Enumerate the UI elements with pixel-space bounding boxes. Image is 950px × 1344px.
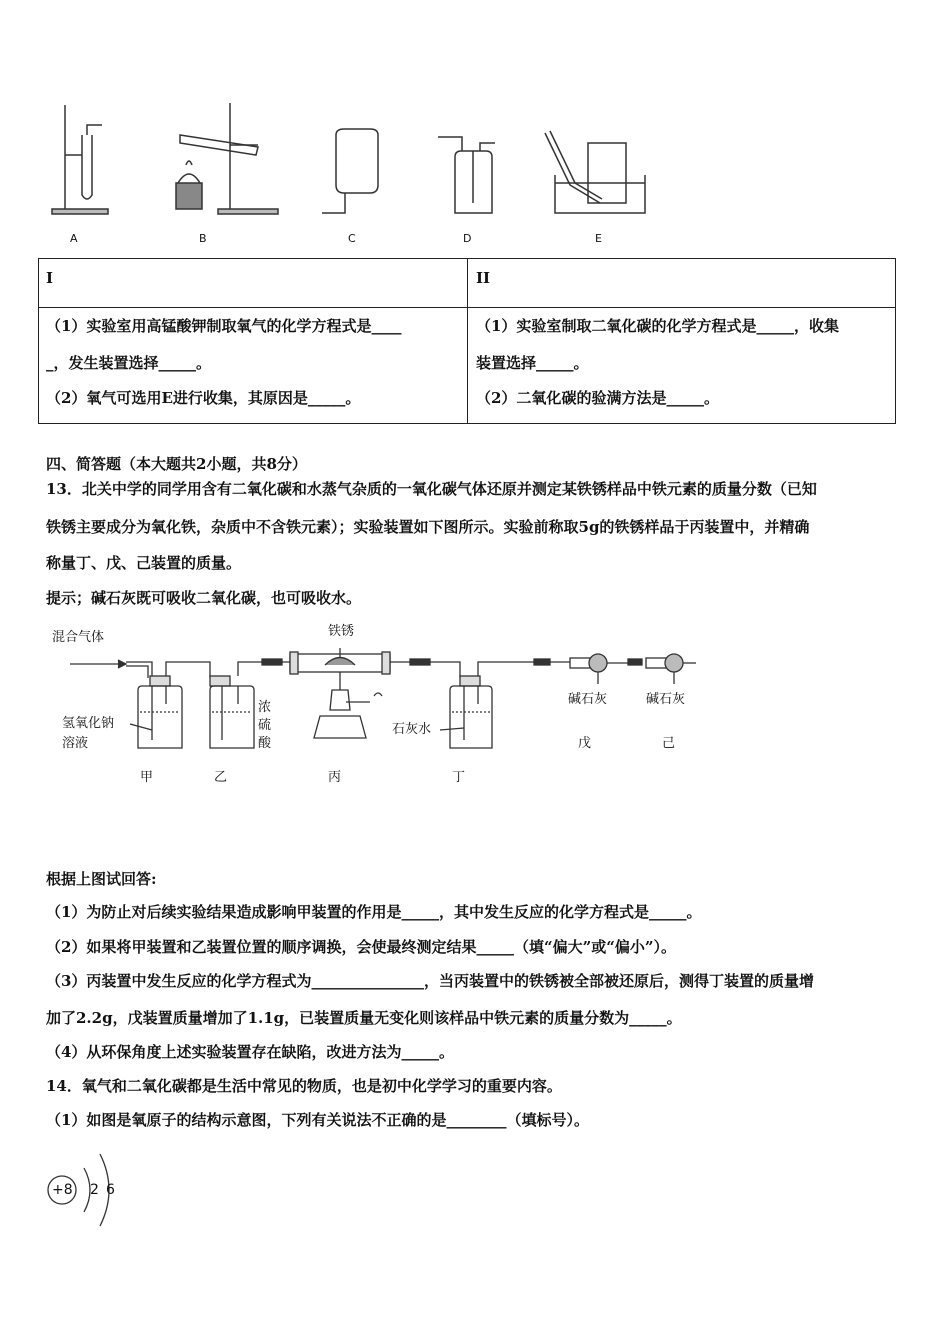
- table-header-i: I: [46, 269, 54, 287]
- answers-intro: 根据上图试回答:: [46, 870, 157, 888]
- q13-line2: 铁锈主要成分为氧化铁，杂质中不含铁元素）；实验装置如下图所示。实验前称取5g的铁锈样品于丙装置中，并精确: [46, 518, 810, 536]
- apparatus-label-e: E: [595, 232, 602, 245]
- atom-nucleus: +8: [52, 1182, 73, 1198]
- table-col1-q1-line1: （1）实验室用高锰酸钾制取氧气的化学方程式是____: [46, 317, 402, 335]
- label-h2so4-2: 硫: [258, 718, 272, 733]
- table-col2-q1-line2: 装置选择_____。: [476, 354, 589, 372]
- q14-sub1: （1）如图是氧原子的结构示意图，下列有关说法不正确的是________（填标号）。: [46, 1111, 589, 1129]
- table-header-ii: II: [476, 269, 491, 287]
- apparatus-figure: [40, 95, 660, 225]
- answer-2: （2）如果将甲装置和乙装置位置的顺序调换，会使最终测定结果_____（填“偏大”或“偏小”）。: [46, 938, 676, 956]
- label-bing: 丙: [328, 770, 342, 785]
- label-yi: 乙: [214, 770, 228, 785]
- label-iron-rust: 铁锈: [328, 624, 355, 639]
- label-h2so4-1: 浓: [258, 700, 272, 715]
- label-limewater: 石灰水: [392, 722, 432, 737]
- table-col1-q1-line2: _，发生装置选择_____。: [46, 354, 212, 372]
- label-jia: 甲: [140, 770, 154, 785]
- table-col1-q2: （2）氧气可选用E进行收集，其原因是_____。: [46, 389, 361, 407]
- label-wu: 戊: [578, 736, 592, 751]
- apparatus-label-b: B: [199, 232, 207, 245]
- label-mixed-gas: 混合气体: [52, 630, 105, 645]
- q14-stem: 14．氧气和二氧化碳都是生活中常见的物质，也是初中化学学习的重要内容。: [46, 1077, 562, 1095]
- q13-line1: 13．北关中学的同学用含有二氧化碳和水蒸气杂质的一氧化碳气体还原并测定某铁锈样品中铁元素的质量分数（已知: [46, 480, 817, 498]
- table-col2-q2: （2）二氧化碳的验满方法是_____。: [476, 389, 719, 407]
- apparatus-label-d: D: [463, 232, 472, 245]
- label-naoh-1: 氢氧化钠: [62, 716, 115, 731]
- answer-4: （4）从环保角度上述实验装置存在缺陷，改进方法为_____。: [46, 1043, 454, 1061]
- label-soda-lime-2: 碱石灰: [646, 692, 686, 707]
- apparatus-label-c: C: [348, 232, 356, 245]
- section-heading: 四、简答题（本大题共2小题，共8分）: [46, 455, 307, 473]
- experiment-diagram: [40, 620, 720, 780]
- label-ji: 己: [662, 736, 676, 751]
- answer-1: （1）为防止对后续实验结果造成影响甲装置的作用是_____，其中发生反应的化学方程式是_____。: [46, 903, 702, 921]
- q13-line3: 称量丁、戊、己装置的质量。: [46, 554, 242, 572]
- label-ding: 丁: [452, 770, 466, 785]
- table-col2-q1-line1: （1）实验室制取二氧化碳的化学方程式是_____，收集: [476, 317, 839, 335]
- q13-hint: 提示；碱石灰既可吸收二氧化碳，也可吸收水。: [46, 589, 362, 607]
- apparatus-label-a: A: [70, 232, 78, 245]
- answer-3-line1: （3）丙装置中发生反应的化学方程式为_______________，当丙装置中的铁锈被全部被还原后，测得丁装置的质量增: [46, 972, 814, 990]
- answer-3-line2: 加了2.2g，戊装置质量增加了1.1g，已装置质量无变化则该样品中铁元素的质量分数为_____。: [46, 1009, 682, 1027]
- label-soda-lime-1: 碱石灰: [568, 692, 608, 707]
- atom-shell-1: 2: [90, 1182, 99, 1198]
- label-naoh-2: 溶液: [62, 736, 89, 751]
- atom-shell-2: 6: [106, 1182, 115, 1198]
- label-h2so4-3: 酸: [258, 736, 272, 751]
